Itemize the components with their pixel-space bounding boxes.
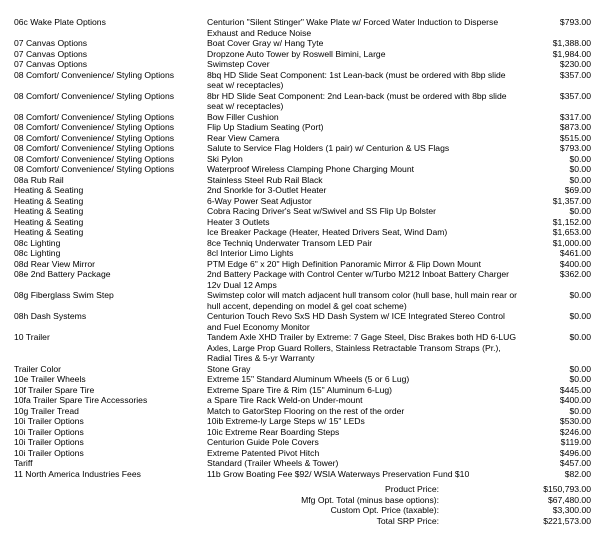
option-row (0, 269, 607, 290)
option-category: 08c Lighting (14, 237, 61, 248)
option-category: 10i Trailer Options (14, 437, 84, 447)
option-row (0, 143, 607, 154)
option-category: 08h Dash Systems (14, 311, 87, 321)
option-category: 10f Trailer Spare Tire (14, 384, 95, 395)
option-category: 10 Trailer (14, 332, 50, 342)
option-price: $445.00 (559, 384, 591, 395)
option-category: 06c Wake Plate Options (14, 17, 106, 27)
option-category: 10e Trailer Wheels (14, 374, 86, 384)
summary-label: Product Price: (385, 484, 439, 494)
option-category: 08c Lighting (14, 248, 61, 258)
option-price: $400.00 (559, 395, 591, 405)
option-category: 08d Rear View Mirror (14, 258, 96, 269)
option-price: $1,388.00 (552, 38, 591, 48)
option-price: $457.00 (559, 458, 591, 468)
option-price: $0.00 (569, 405, 591, 416)
option-description: 8ce Techniq Underwater Transom LED Pair (207, 237, 373, 248)
option-category: 10fa Trailer Spare Tire Accessories (14, 395, 148, 405)
summary-label: Total SRP Price: (376, 515, 439, 526)
option-price: $400.00 (559, 258, 591, 269)
option-price: $0.00 (569, 363, 591, 374)
option-row (0, 227, 607, 238)
option-price: $0.00 (569, 332, 591, 342)
option-description: Stainless Steel Rub Rail Black (207, 174, 323, 185)
option-description: Extreme Spare Tire & Rim (15" Aluminum 6-Lug) (207, 384, 393, 395)
option-category: Heating & Seating (14, 185, 84, 195)
option-description: 2nd Battery Package with Control Center w/Turbo M212 Inboat Battery Charger 12v Dual 12 Amps (207, 269, 510, 290)
option-description: Heater 3 Outlets (207, 216, 270, 227)
option-price: $0.00 (569, 153, 591, 164)
option-category: Heating & Seating (14, 206, 84, 216)
summary-row (0, 495, 607, 506)
option-description: a Spare Tire Rack Weld-on Under-mount (207, 395, 363, 405)
option-row (0, 175, 607, 186)
option-row (0, 38, 607, 49)
option-row (0, 164, 607, 175)
option-price: $82.00 (564, 468, 591, 479)
option-description: Waterproof Wireless Clamping Phone Charging Mount (207, 164, 414, 174)
option-row (0, 238, 607, 249)
option-row (0, 70, 607, 91)
option-row (0, 374, 607, 385)
option-price: $0.00 (569, 164, 591, 174)
option-description: Extreme Patented Pivot Hitch (207, 447, 320, 458)
option-category: 07 Canvas Options (14, 48, 88, 59)
option-row (0, 290, 607, 311)
option-description: 8cl Interior Limo Lights (207, 248, 294, 258)
option-category: 11 North America Industries Fees (14, 468, 141, 479)
option-price: $1,152.00 (552, 216, 591, 227)
option-description: Dropzone Auto Tower by Roswell Bimini, Large (207, 48, 386, 59)
option-price: $362.00 (559, 269, 591, 279)
option-description: Standard (Trailer Wheels & Tower) (207, 458, 339, 468)
option-category: 10g Trailer Tread (14, 405, 79, 416)
option-row (0, 364, 607, 375)
option-row (0, 91, 607, 112)
option-price: $793.00 (559, 17, 591, 27)
option-row (0, 427, 607, 438)
option-description: Ski Pylon (207, 153, 243, 164)
option-category: 08 Comfort/ Convenience/ Styling Options (14, 143, 175, 153)
option-row (0, 385, 607, 396)
option-category: 08 Comfort/ Convenience/ Styling Options (14, 164, 175, 174)
option-row (0, 469, 607, 480)
option-price: $1,984.00 (552, 48, 591, 59)
option-description: Salute to Service Flag Holders (1 pair) w/ Centurion & US Flags (207, 143, 450, 153)
option-price: $530.00 (559, 416, 591, 426)
option-row (0, 395, 607, 406)
option-row (0, 448, 607, 459)
summary-value: $150,793.00 (543, 484, 591, 494)
option-category: 10i Trailer Options (14, 426, 84, 437)
option-category: 08 Comfort/ Convenience/ Styling Options (14, 69, 175, 80)
option-row (0, 17, 607, 38)
option-row (0, 311, 607, 332)
option-price: $246.00 (559, 426, 591, 437)
summary-row (0, 484, 607, 495)
option-price: $1,653.00 (552, 227, 591, 237)
option-price: $119.00 (560, 437, 591, 447)
option-price: $230.00 (559, 59, 591, 69)
option-description: PTM Edge 6" x 20" High Definition Panoramic Mirror & Flip Down Mount (207, 258, 482, 269)
option-description: Match to GatorStep Flooring on the rest of the order (207, 405, 405, 416)
option-price: $496.00 (559, 447, 591, 458)
option-price: $0.00 (569, 206, 591, 216)
summary-value: $3,300.00 (552, 505, 591, 515)
option-price: $0.00 (569, 290, 591, 300)
option-row (0, 59, 607, 70)
option-row (0, 154, 607, 165)
option-price: $357.00 (559, 69, 591, 80)
summary-value: $221,573.00 (543, 515, 591, 526)
option-price: $1,000.00 (552, 237, 591, 248)
option-row (0, 112, 607, 123)
option-description: Stone Gray (207, 363, 251, 374)
option-price: $873.00 (559, 122, 591, 132)
option-row (0, 206, 607, 217)
option-category: 08a Rub Rail (14, 174, 64, 185)
option-description: Swimstep Cover (207, 59, 270, 69)
option-description: Swimstep color will match adjacent hull transom color (hull base, hull main rear or hull accent, depending on model & gel coat scheme) (207, 290, 517, 311)
option-price: $357.00 (559, 90, 591, 101)
option-category: 08g Fiberglass Swim Step (14, 290, 114, 300)
option-description: Cobra Racing Driver's Seat w/Swivel and SS Flip Up Bolster (207, 206, 436, 216)
option-category: 07 Canvas Options (14, 59, 88, 69)
option-category: 07 Canvas Options (14, 38, 88, 48)
option-row (0, 406, 607, 417)
option-category: Heating & Seating (14, 195, 84, 206)
option-description: 11b Grow Boating Fee $92/ WSIA Waterways Preservation Fund $10 (207, 468, 470, 479)
option-description: Ice Breaker Package (Heater, Heated Drivers Seat, Wind Dam) (207, 227, 448, 237)
option-category: Trailer Color (14, 363, 61, 374)
option-description: Centurion "Silent Stinger" Wake Plate w/ Forced Water Induction to Disperse Exhaust and Reduce Noise (207, 17, 499, 38)
summary-label: Custom Opt. Price (taxable): (330, 505, 439, 515)
option-description: 8br HD Slide Seat Component: 2nd Lean-back (must be ordered with 8bp slide seat w/ receptacles) (207, 90, 507, 111)
option-description: Flip Up Stadium Seating (Port) (207, 122, 324, 132)
option-category: 10i Trailer Options (14, 416, 84, 426)
option-category: Heating & Seating (14, 227, 84, 237)
option-description: Bow Filler Cushion (207, 111, 279, 122)
option-row (0, 248, 607, 259)
option-row (0, 437, 607, 448)
option-row (0, 458, 607, 469)
option-price: $317.00 (559, 111, 591, 122)
option-category: 08 Comfort/ Convenience/ Styling Options (14, 111, 175, 122)
option-category: 08 Comfort/ Convenience/ Styling Options (14, 90, 175, 101)
option-row (0, 133, 607, 144)
option-description: Boat Cover Gray w/ Hang Tyte (207, 38, 324, 48)
option-description: Tandem Axle XHD Trailer by Extreme: 7 Gage Steel, Disc Brakes both HD 6-LUG Axles, Large Prop Guard Rollers, Stainless Retractable Transom Straps (Pr.), Radial Tires & 5-yr Warranty (207, 332, 517, 363)
option-category: Heating & Seating (14, 216, 84, 227)
option-row (0, 196, 607, 207)
option-row (0, 259, 607, 270)
option-description: 8bq HD Slide Seat Component: 1st Lean-back (must be ordered with 8bp slide seat w/ receptacles) (207, 69, 506, 90)
option-row (0, 49, 607, 60)
option-row (0, 122, 607, 133)
option-row (0, 185, 607, 196)
option-description: 10ib Extreme-ly Large Steps w/ 15" LEDs (207, 416, 365, 426)
option-row (0, 332, 607, 364)
option-price: $793.00 (559, 143, 591, 153)
option-category: 08 Comfort/ Convenience/ Styling Options (14, 153, 175, 164)
option-category: Tariff (14, 458, 33, 468)
summary-row (0, 505, 607, 516)
option-description: Rear View Camera (207, 132, 280, 143)
option-price: $0.00 (569, 374, 591, 384)
summary-row (0, 516, 607, 527)
summary-label: Mfg Opt. Total (minus base options): (301, 494, 439, 505)
option-description: 10ic Extreme Rear Boarding Steps (207, 426, 340, 437)
option-price: $0.00 (569, 174, 591, 185)
option-description: Centurion Touch Revo SxS HD Dash System w/ ICE Integrated Stereo Control and Fuel Economy Monitor (207, 311, 505, 332)
option-category: 08 Comfort/ Convenience/ Styling Options (14, 122, 175, 132)
option-price: $1,357.00 (552, 195, 591, 206)
summary-value: $67,480.00 (547, 494, 591, 505)
option-row (0, 217, 607, 228)
option-price: $69.00 (564, 185, 591, 195)
option-row (0, 416, 607, 427)
option-category: 08 Comfort/ Convenience/ Styling Options (14, 132, 175, 143)
option-category: 08e 2nd Battery Package (14, 269, 111, 279)
option-category: 10i Trailer Options (14, 447, 84, 458)
option-description: Extreme 15" Standard Aluminum Wheels (5 or 6 Lug) (207, 374, 410, 384)
option-description: Centurion Guide Pole Covers (207, 437, 319, 447)
option-description: 2nd Snorkle for 3-Outlet Heater (207, 185, 327, 195)
option-price: $461.00 (559, 248, 591, 258)
option-price: $0.00 (569, 311, 591, 321)
option-price: $515.00 (559, 132, 591, 143)
option-description: 6-Way Power Seat Adjustor (207, 195, 312, 206)
